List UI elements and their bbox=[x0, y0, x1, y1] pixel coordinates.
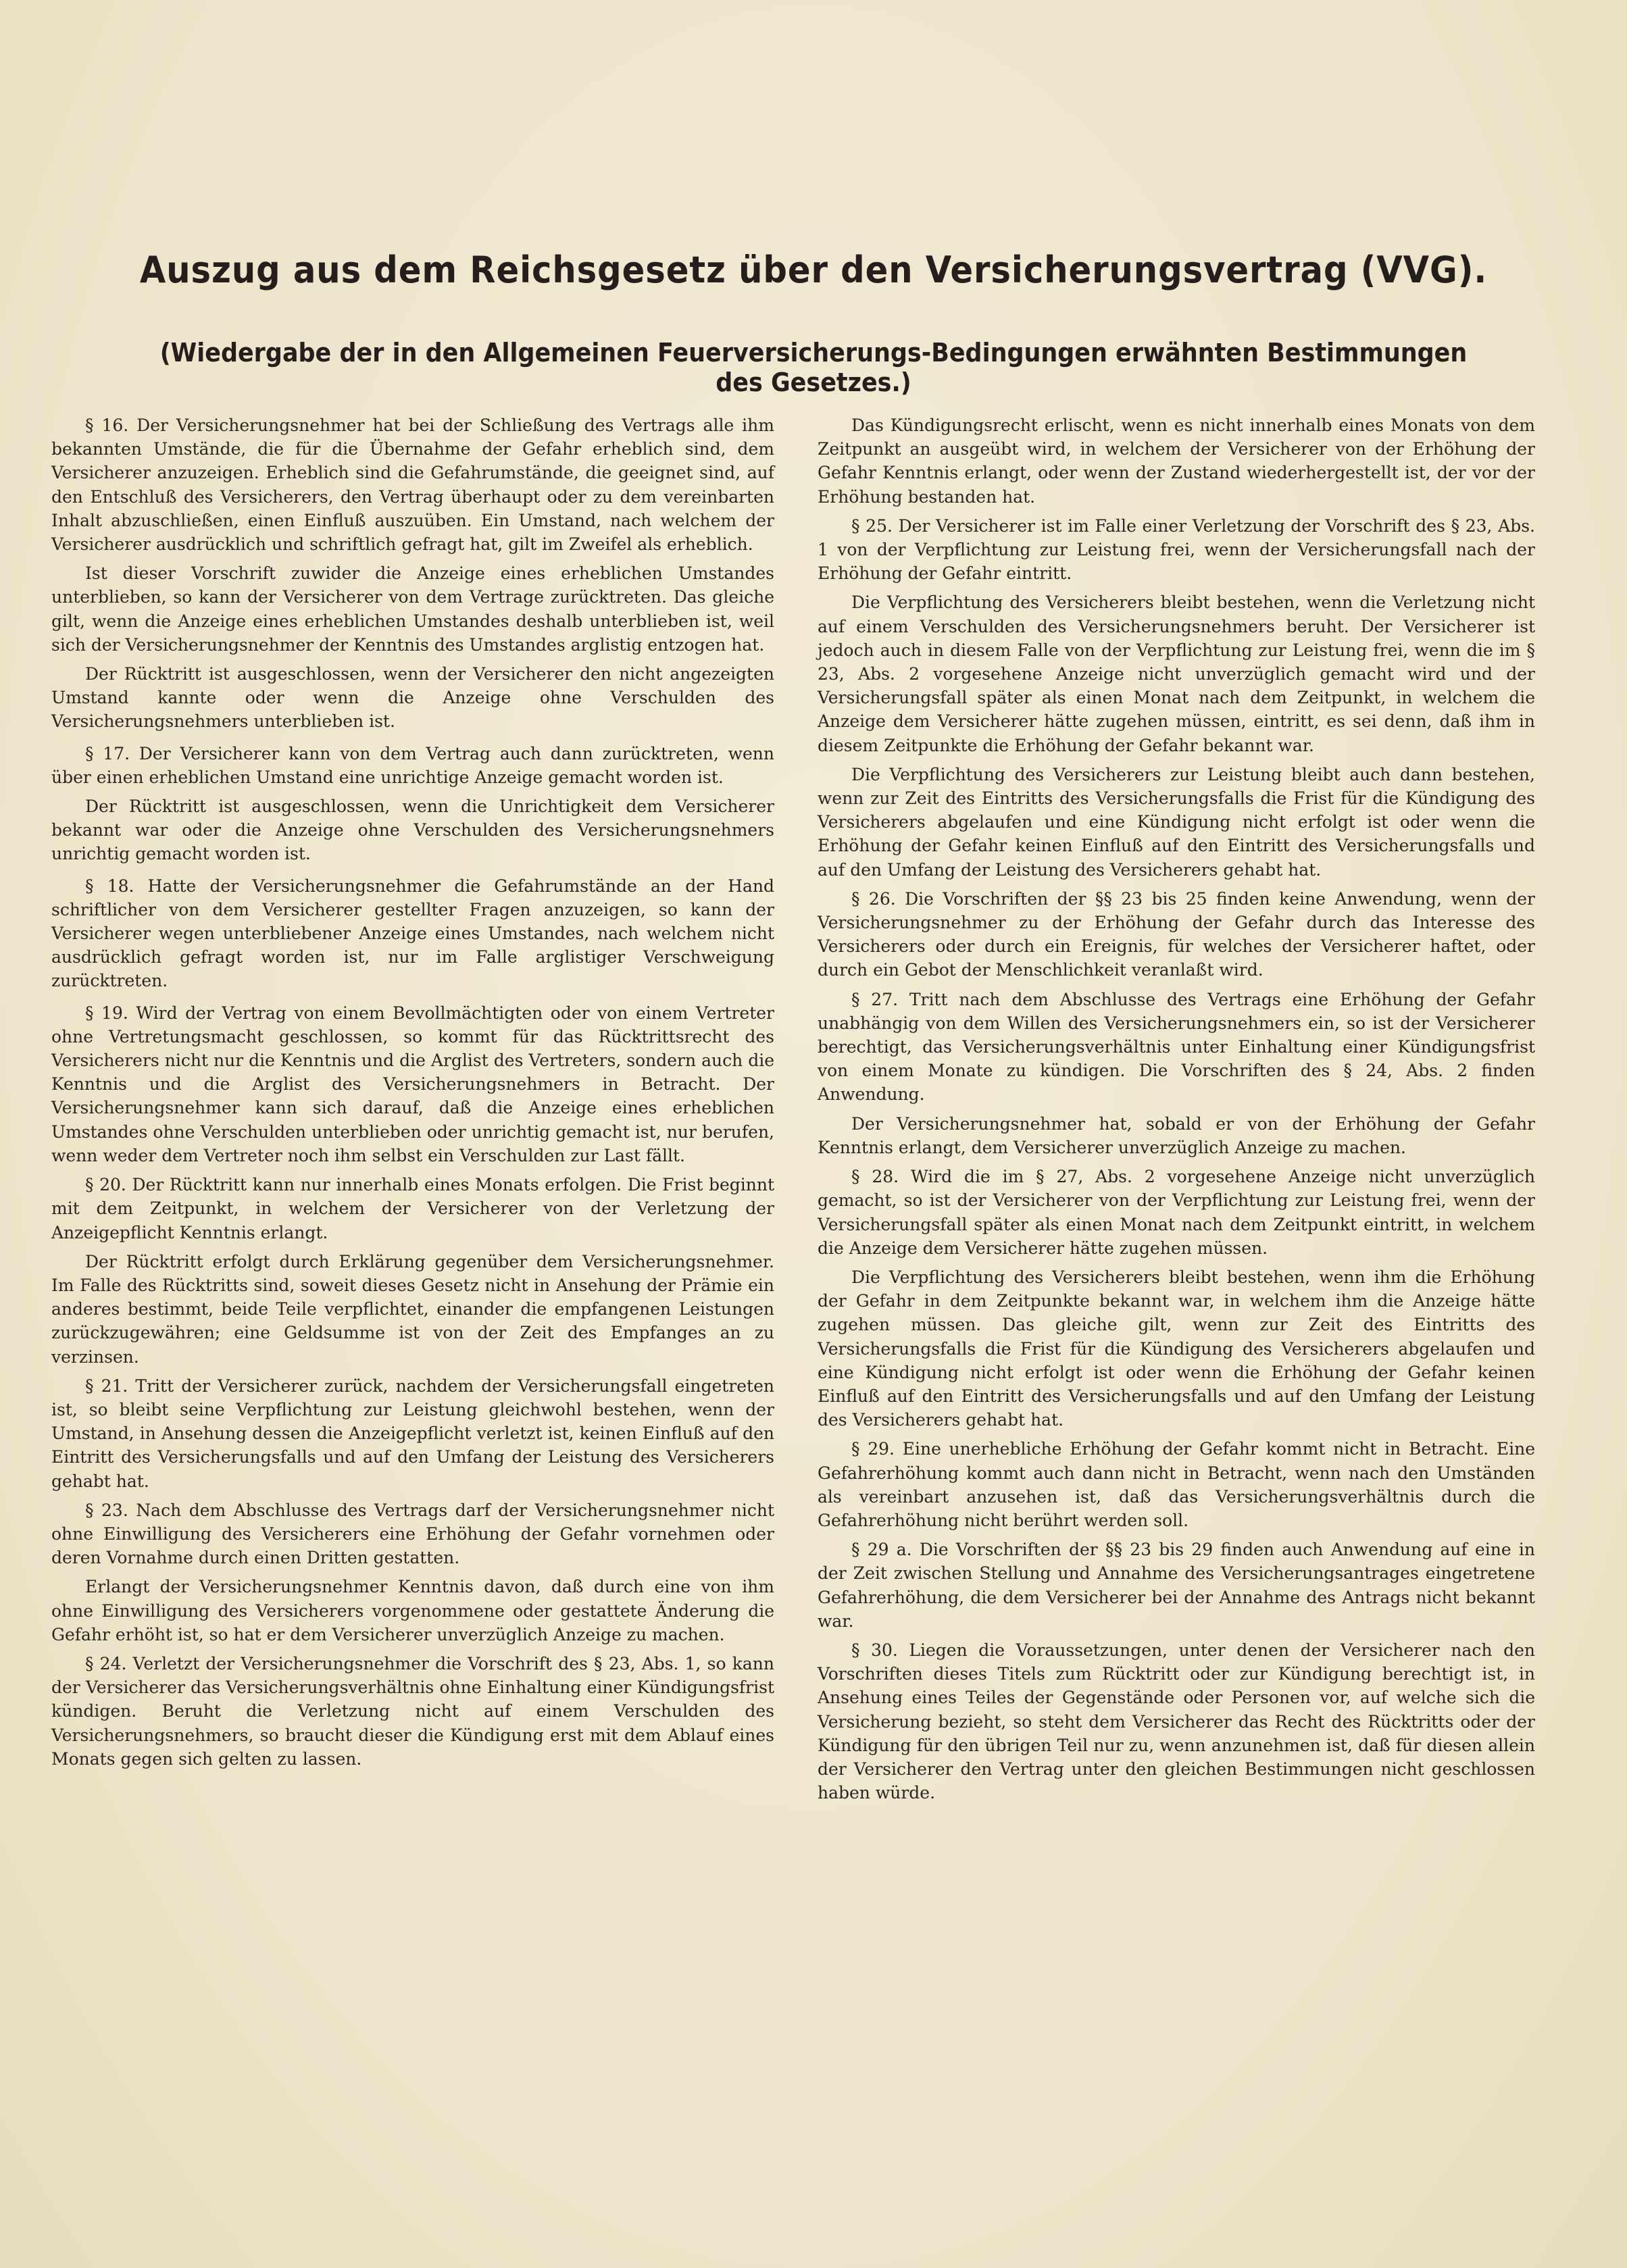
paragraph: § 29. Eine unerhebliche Erhöhung der Gefahr kommt nicht in Betracht. Eine Gefahrerhöhung kommt auch dann nicht in Betracht, wenn nach den Umständen als vereinbart anzusehen ist, daß das Versicherungsverhältnis durch die Gefahrerhöhung nicht berührt werden soll. bbox=[818, 1439, 1535, 1530]
paragraph: Der Rücktritt ist ausgeschlossen, wenn die Unrichtigkeit dem Versicherer bekannt war oder die Anzeige ohne Verschulden des Versicherungsnehmers unrichtig gemacht worden ist. bbox=[51, 797, 774, 864]
paragraph: Der Rücktritt erfolgt durch Erklärung gegenüber dem Versicherungsnehmer. Im Falle des Rücktritts sind, soweit dieses Gesetz nicht in Ansehung der Prämie ein anderes bestimmt, beide Teile verpflichtet, einander die empfangenen Leistungen zurückzugewähren; eine Geldsumme ist von der Zeit des Empfanges an zu verzinsen. bbox=[51, 1251, 774, 1367]
paragraph: Der Rücktritt ist ausgeschlossen, wenn der Versicherer den nicht angezeigten Umstand kannte oder wenn die Anzeige ohne Verschulden des Versicherungsnehmers unterblieben ist. bbox=[51, 664, 774, 732]
document-subtitle: (Wiedergabe der in den Allgemeinen Feuerversicherungs-Bedingungen erwähnten Bestimmungen des Gesetzes.) bbox=[159, 338, 1468, 397]
paragraph: § 26. Die Vorschriften der §§ 23 bis 25 finden keine Anwendung, wenn der Versicherungsnehmer zu der Erhöhung der Gefahr durch das Interesse des Versicherers oder durch ein Ereignis, für welches der Versicherer haftet, oder durch ein Gebot der Menschlichkeit veranlaßt wird. bbox=[818, 888, 1535, 980]
paragraph: Die Verpflichtung des Versicherers bleibt bestehen, wenn ihm die Erhöhung der Gefahr in dem Zeitpunkte bekannt war, in welchem ihm die Anzeige hätte zugehen müssen. Das gleiche gilt, wenn zur Zeit des Eintritts des Versicherungsfalls die Frist für die Kündigung des Versicherers abgelaufen und eine Kündigung nicht erfolgt ist oder wenn die Erhöhung der Gefahr keinen Einfluß auf den Eintritt des Versicherungsfalls und auf den Umfang der Leistung des Versicherers gehabt hat. bbox=[818, 1267, 1535, 1430]
paragraph: Die Verpflichtung des Versicherers bleibt bestehen, wenn die Verletzung nicht auf einem Verschulden des Versicherungsnehmers beruht. Der Versicherer ist jedoch auch in diesem Falle von der Verpflichtung zur Leistung frei, wenn die im § 23, Abs. 2 vorgesehene Anzeige nicht unverzüglich gemacht wird und der Versicherungsfall später als einen Monat nach dem Zeitpunkt, in welchem die Anzeige dem Versicherer hätte zugehen müssen, eintritt, es sei denn, daß ihm in diesem Zeitpunkte die Erhöhung der Gefahr bekannt war. bbox=[818, 593, 1535, 755]
paragraph: Ist dieser Vorschrift zuwider die Anzeige eines erheblichen Umstandes unterblieben, so kann der Versicherer von dem Vertrage zurücktreten. Das gleiche gilt, wenn die Anzeige eines erheblichen Umstandes deshalb unterblieben ist, weil sich der Versicherungsnehmer der Kenntnis des Umstandes arglistig entzogen hat. bbox=[51, 563, 774, 655]
left-column bbox=[51, 413, 774, 1776]
paragraph: § 19. Wird der Vertrag von einem Bevollmächtigten oder von einem Vertreter ohne Vertretungsmacht geschlossen, so kommt für das Rücktrittsrecht des Versicherers nicht nur die Kenntnis und die Arglist des Vertreters, sondern auch die Kenntnis und die Arglist des Versicherungsnehmers in Betracht. Der Versicherungsnehmer kann sich darauf, daß die Anzeige eines erheblichen Umstandes ohne Verschulden unterblieben oder unrichtig gemacht ist, nur berufen, wenn weder dem Vertreter noch ihm selbst ein Verschulden zur Last fällt. bbox=[51, 1003, 774, 1165]
paragraph: § 24. Verletzt der Versicherungsnehmer die Vorschrift des § 23, Abs. 1, so kann der Versicherer das Versicherungsverhältnis ohne Einhaltung einer Kündigungsfrist kündigen. Beruht die Verletzung nicht auf einem Verschulden des Versicherungsnehmers, so braucht dieser die Kündigung erst mit dem Ablauf eines Monats gegen sich gelten zu lassen. bbox=[51, 1653, 774, 1769]
document-title: Auszug aus dem Reichsgesetz über den Versicherungsvertrag (VVG). bbox=[139, 249, 1488, 291]
paragraph: Die Verpflichtung des Versicherers zur Leistung bleibt auch dann bestehen, wenn zur Zeit des Eintritts des Versicherungsfalls die Frist für die Kündigung des Versicherers abgelaufen und eine Kündigung nicht erfolgt ist oder wenn die Erhöhung der Gefahr keinen Einfluß auf den Eintritt des Versicherungsfalls und auf den Umfang der Leistung des Versicherers gehabt hat. bbox=[818, 764, 1535, 880]
paragraph: Erlangt der Versicherungsnehmer Kenntnis davon, daß durch eine von ihm ohne Einwilligung des Versicherers vorgenommene oder gestattete Änderung die Gefahr erhöht ist, so hat er dem Versicherer unverzüglich Anzeige zu machen. bbox=[51, 1577, 774, 1644]
paragraph: Das Kündigungsrecht erlischt, wenn es nicht innerhalb eines Monats von dem Zeitpunkt an ausgeübt wird, in welchem der Versicherer von der Erhöhung der Gefahr Kenntnis erlangt, oder wenn der Zustand wiederhergestellt ist, der vor der Erhöhung bestanden hat. bbox=[818, 415, 1535, 507]
paragraph: § 16. Der Versicherungsnehmer hat bei der Schließung des Vertrags alle ihm bekannten Umstände, die für die Übernahme der Gefahr erheblich sind, dem Versicherer anzuzeigen. Erheblich sind die Gefahrumstände, die geeignet sind, auf den Entschluß des Versicherers, den Vertrag überhaupt oder zu dem vereinbarten Inhalt abzuschließen, einen Einfluß auszuüben. Ein Umstand, nach welchem der Versicherer ausdrücklich und schriftlich gefragt hat, gilt im Zweifel als erheblich. bbox=[51, 415, 774, 555]
right-column bbox=[818, 413, 1535, 1810]
paragraph: § 23. Nach dem Abschlusse des Vertrags darf der Versicherungsnehmer nicht ohne Einwilligung des Versicherers eine Erhöhung der Gefahr vornehmen oder deren Vornahme durch einen Dritten gestatten. bbox=[51, 1500, 774, 1568]
paragraph: § 17. Der Versicherer kann von dem Vertrag auch dann zurücktreten, wenn über einen erheblichen Umstand eine unrichtige Anzeige gemacht worden ist. bbox=[51, 743, 774, 787]
paragraph: § 28. Wird die im § 27, Abs. 2 vorgesehene Anzeige nicht unverzüglich gemacht, so ist der Versicherer von der Verpflichtung zur Leistung frei, wenn der Versicherungsfall später als einen Monat nach dem Zeitpunkt eintritt, in welchem die Anzeige dem Versicherer hätte zugehen müssen. bbox=[818, 1167, 1535, 1258]
paragraph: § 25. Der Versicherer ist im Falle einer Verletzung der Vorschrift des § 23, Abs. 1 von der Verpflichtung zur Leistung frei, wenn der Versicherungsfall nach der Erhöhung der Gefahr eintritt. bbox=[818, 515, 1535, 584]
paragraph: § 30. Liegen die Voraussetzungen, unter denen der Versicherer nach den Vorschriften dieses Titels zum Rücktritt oder zur Kündigung berechtigt ist, in Ansehung eines Teiles der Gegenstände oder Personen vor, auf welche sich die Versicherung bezieht, so steht dem Versicherer das Recht des Rücktritts oder der Kündigung für den übrigen Teil nur zu, wenn anzunehmen ist, daß für diesen allein der Versicherer den Vertrag unter den gleichen Bestimmungen nicht geschlossen haben würde. bbox=[818, 1640, 1535, 1803]
paragraph: § 18. Hatte der Versicherungsnehmer die Gefahrumstände an der Hand schriftlicher von dem Versicherer gestellter Fragen anzuzeigen, so kann der Versicherer wegen unterbliebener Anzeige eines Umstandes, nach welchem nicht ausdrücklich gefragt worden ist, nur im Falle arglistiger Verschweigung zurücktreten. bbox=[51, 876, 774, 991]
paragraph: § 29 a. Die Vorschriften der §§ 23 bis 29 finden auch Anwendung auf eine in der Zeit zwischen Stellung und Annahme des Versicherungsantrages eingetretene Gefahrerhöhung, die dem Versicherer bei der Annahme des Antrags nicht bekannt war. bbox=[818, 1540, 1535, 1631]
paragraph: Der Versicherungsnehmer hat, sobald er von der Erhöhung der Gefahr Kenntnis erlangt, dem Versicherer unverzüglich Anzeige zu machen. bbox=[818, 1113, 1535, 1157]
paragraph: § 20. Der Rücktritt kann nur innerhalb eines Monats erfolgen. Die Frist beginnt mit dem Zeitpunkt, in welchem der Versicherer von der Verletzung der Anzeigepflicht Kenntnis erlangt. bbox=[51, 1175, 774, 1242]
paragraph: § 27. Tritt nach dem Abschlusse des Vertrags eine Erhöhung der Gefahr unabhängig von dem Willen des Versicherungsnehmers ein, so ist der Versicherer berechtigt, das Versicherungsverhältnis unter Einhaltung einer Kündigungsfrist von einem Monate zu kündigen. Die Vorschriften des § 24, Abs. 2 finden Anwendung. bbox=[818, 989, 1535, 1105]
paragraph: § 21. Tritt der Versicherer zurück, nachdem der Versicherungsfall eingetreten ist, so bleibt seine Verpflichtung zur Leistung gleichwohl bestehen, wenn der Umstand, in Ansehung dessen die Anzeigepflicht verletzt ist, keinen Einfluß auf den Eintritt des Versicherungsfalls und auf den Umfang der Leistung des Versicherers gehabt hat. bbox=[51, 1376, 774, 1491]
